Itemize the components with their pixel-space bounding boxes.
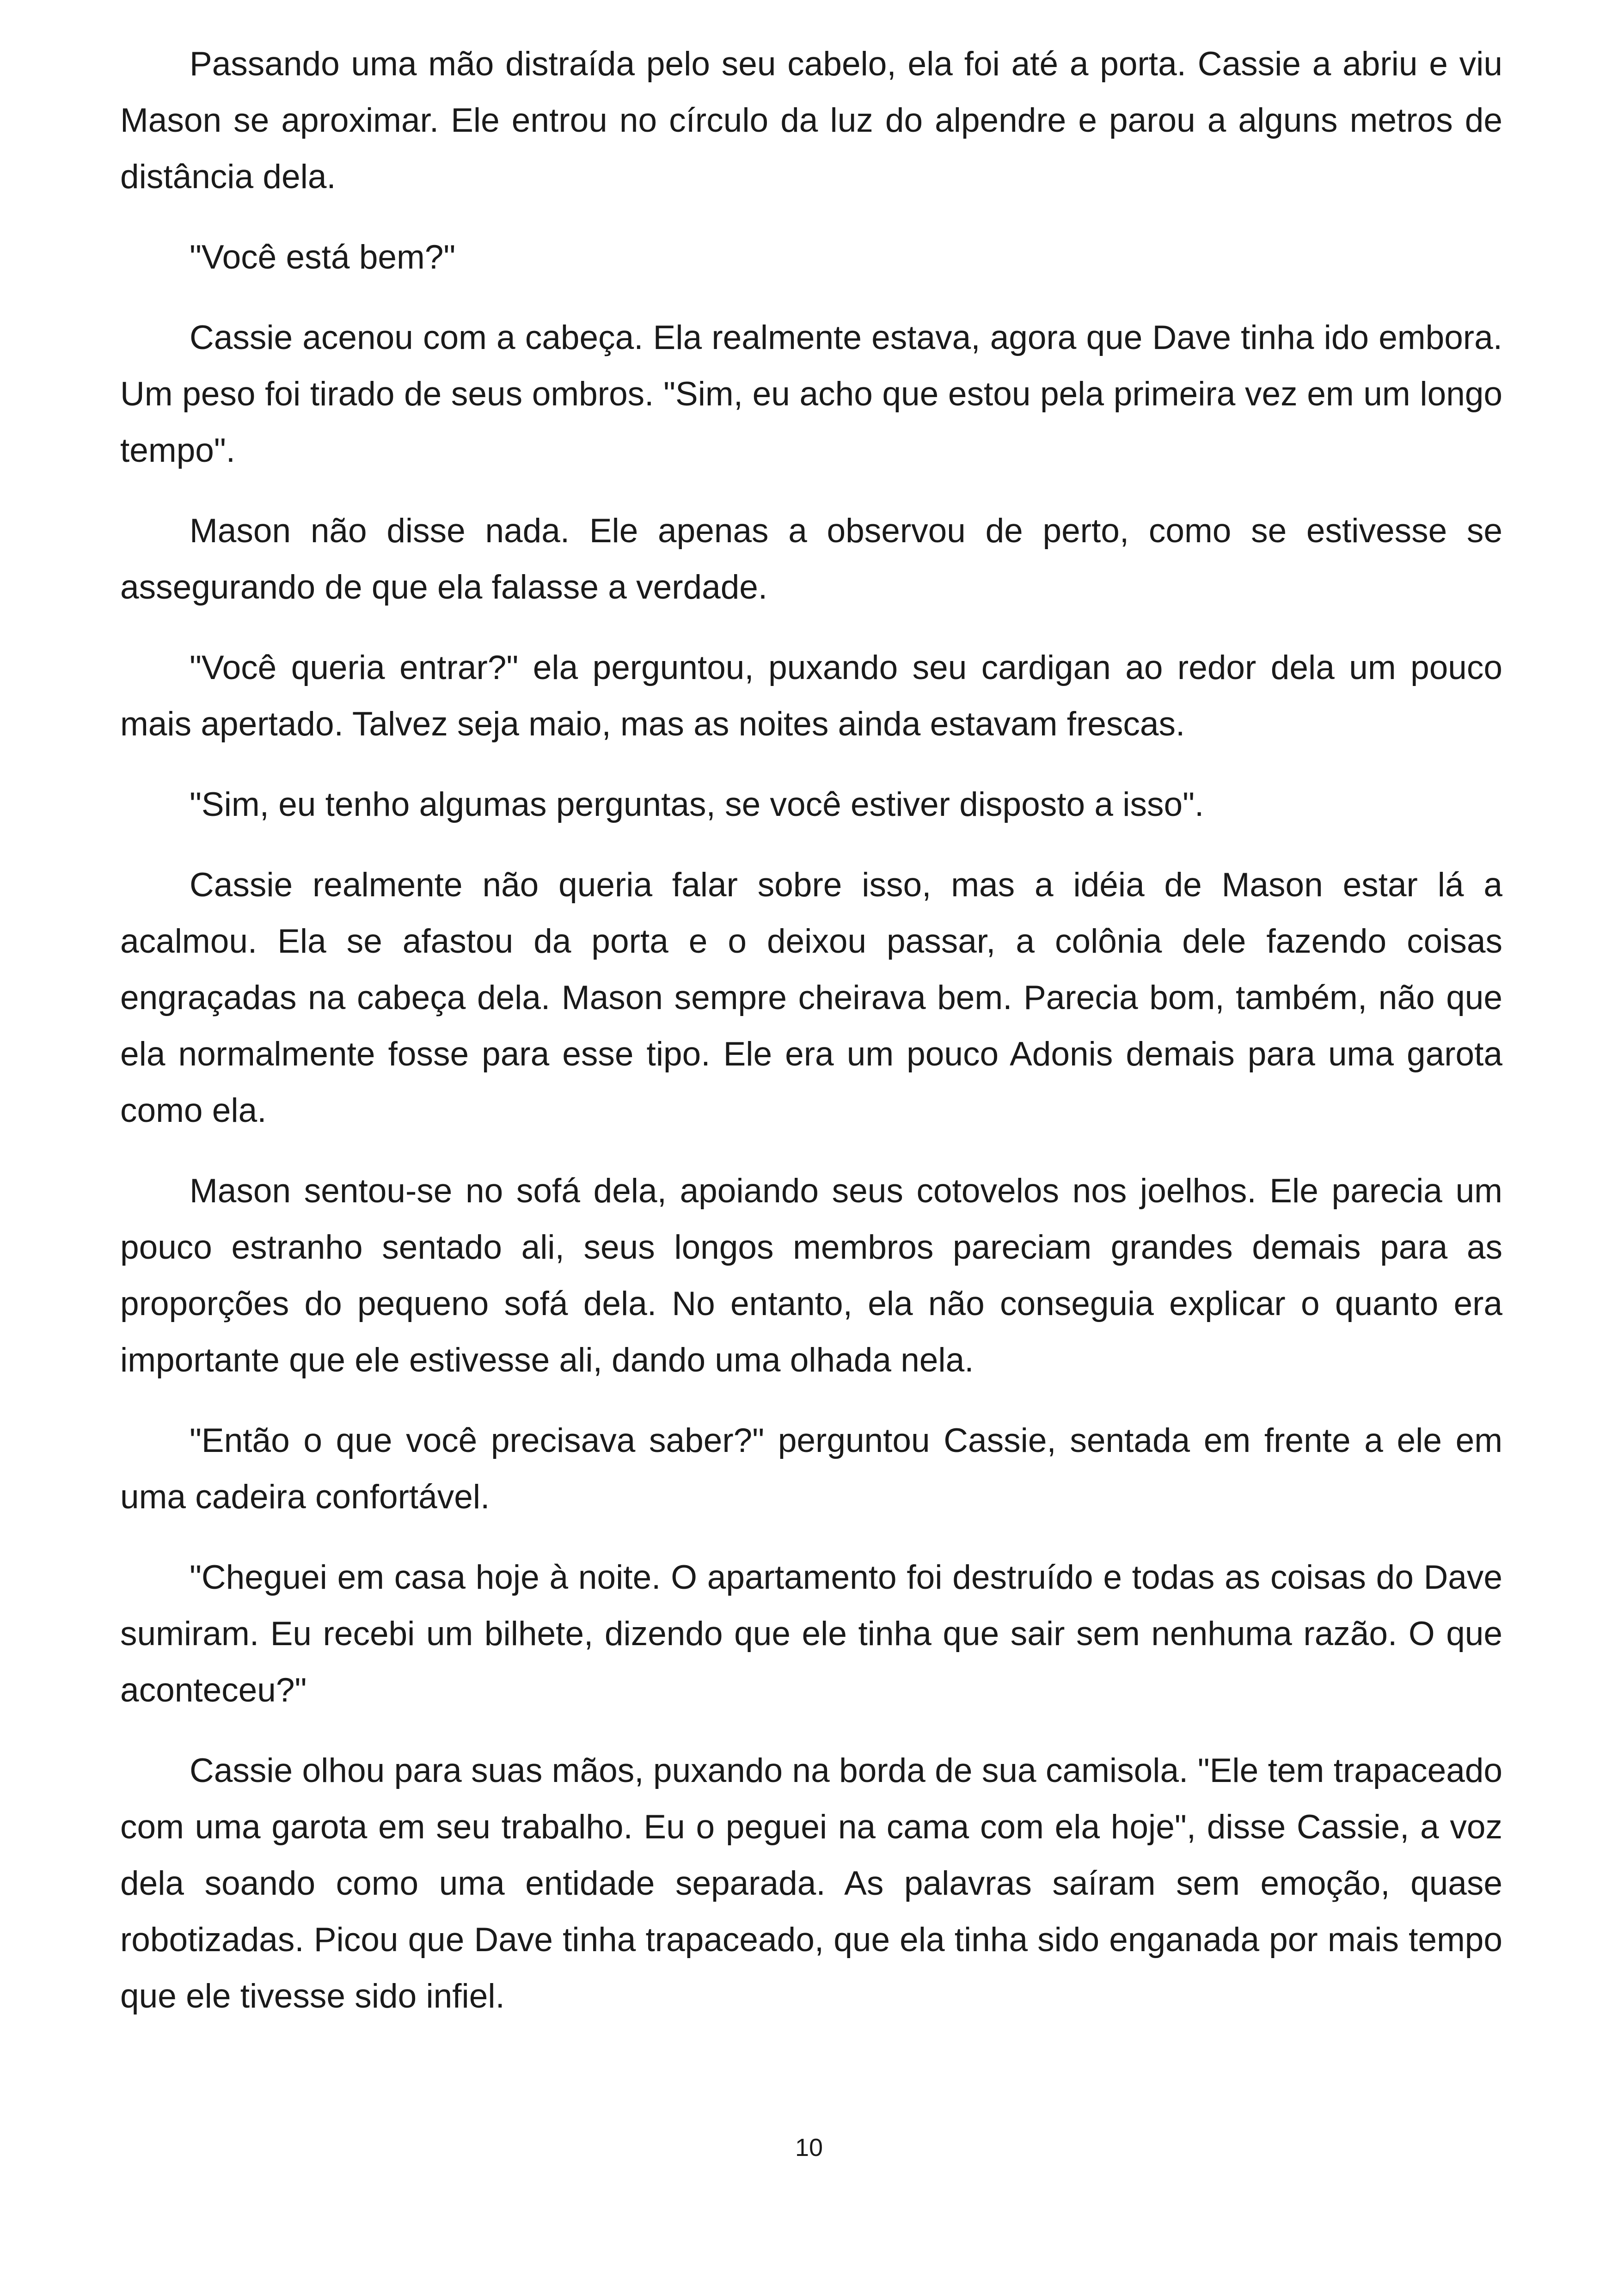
paragraph-9: "Então o que você precisava saber?" perguntou Cassie, sentada em frente a ele em uma cadeira confortável. bbox=[120, 1422, 1502, 1516]
paragraph-1: Passando uma mão distraída pelo seu cabelo, ela foi até a porta. Cassie a abriu e viu Mason se aproximar. Ele entrou no círculo da luz do alpendre e parou a alguns metros de distância dela. bbox=[120, 45, 1502, 196]
paragraph-11: Cassie olhou para suas mãos, puxando na borda de sua camisola. "Ele tem trapaceado com uma garota em seu trabalho. Eu o peguei na cama com ela hoje", disse Cassie, a voz dela soando como uma entidade separada. As palavras saíram sem emoção, quase robotizadas. Picou que Dave tinha trapaceado, que ela tinha sido enganada por mais tempo que ele tivesse sido infiel. bbox=[120, 1752, 1502, 2015]
paragraph-7: Cassie realmente não queria falar sobre isso, mas a idéia de Mason estar lá a acalmou. Ela se afastou da porta e o deixou passar, a colônia dele fazendo coisas engraçadas na cabeça dela. Mason sempre cheirava bem. Parecia bom, também, não que ela normalmente fosse para esse tipo. Ele era um pouco Adonis demais para uma garota como ela. bbox=[120, 866, 1502, 1129]
paragraph-3: Cassie acenou com a cabeça. Ela realmente estava, agora que Dave tinha ido embora. Um peso foi tirado de seus ombros. "Sim, eu acho que estou pela primeira vez em um longo tempo". bbox=[120, 319, 1502, 469]
paragraph-6: "Sim, eu tenho algumas perguntas, se você estiver disposto a isso". bbox=[190, 786, 1204, 823]
paragraph-5: "Você queria entrar?" ela perguntou, puxando seu cardigan ao redor dela um pouco mais apertado. Talvez seja maio, mas as noites ainda estavam frescas. bbox=[120, 649, 1502, 743]
paragraph-8: Mason sentou-se no sofá dela, apoiando seus cotovelos nos joelhos. Ele parecia um pouco estranho sentado ali, seus longos membros pareciam grandes demais para as proporções do pequeno sofá dela. No entanto, ela não conseguia explicar o quanto era importante que ele estivesse ali, dando uma olhada nela. bbox=[120, 1172, 1502, 1379]
body-text bbox=[120, 36, 1502, 2049]
paragraph-10: "Cheguei em casa hoje à noite. O apartamento foi destruído e todas as coisas do Dave sumiram. Eu recebi um bilhete, dizendo que ele tinha que sair sem nenhuma razão. O que aconteceu?" bbox=[120, 1559, 1502, 1709]
page-number: 10 bbox=[795, 2134, 823, 2161]
paragraph-4: Mason não disse nada. Ele apenas a observou de perto, como se estivesse se assegurando de que ela falasse a verdade. bbox=[120, 512, 1502, 606]
paragraph-2: "Você está bem?" bbox=[190, 239, 456, 276]
